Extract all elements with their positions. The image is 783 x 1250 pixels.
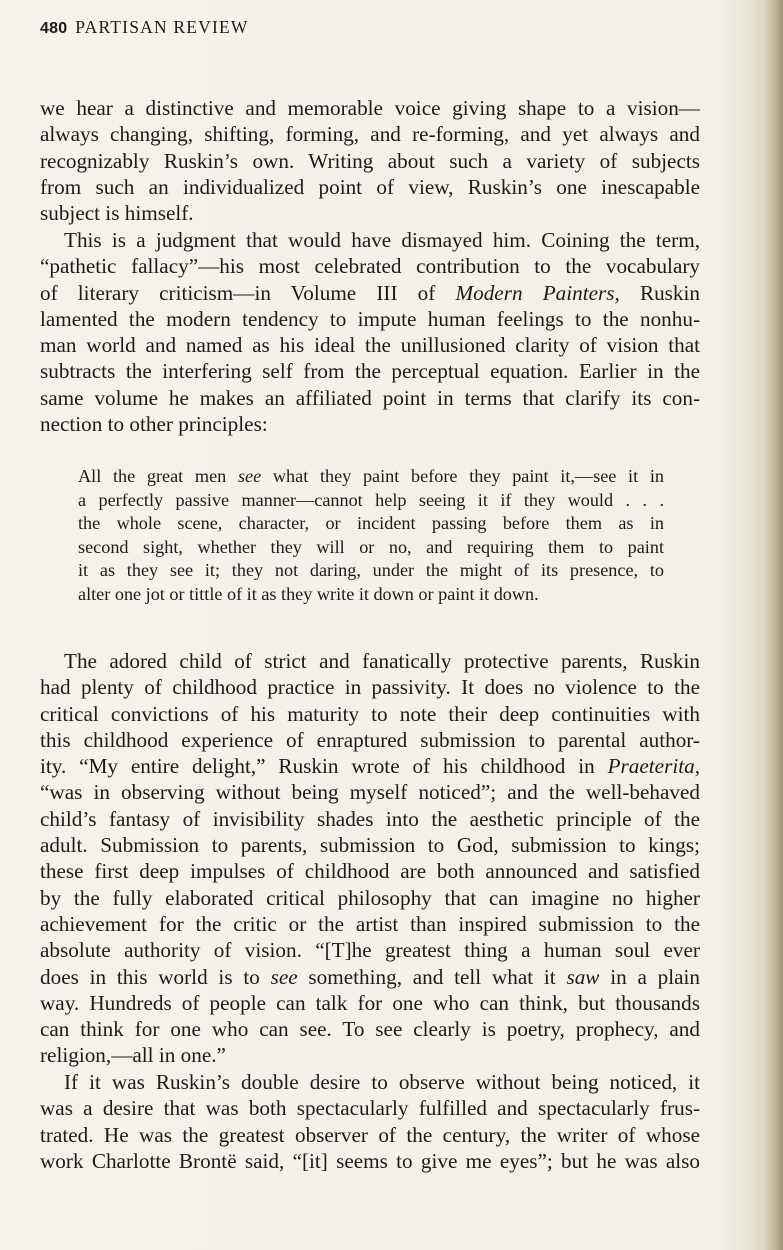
block-quote [78,465,664,607]
paragraph-3 [40,648,700,1069]
emphasis-saw: saw [566,964,600,989]
text-line: man world and named as his ideal the unillusioned clarity of vision that [40,333,700,358]
text-line: trated. He was the greatest observer of the century, the writer of whose [40,1122,700,1147]
text-line: can think for one who can see. To see clearly is poetry, prophecy, and [40,1017,700,1042]
text-line: from such an individualized point of view, Ruskin’s one inescapable [40,174,700,199]
paragraph-1 [40,95,700,226]
text-line: work Charlotte Brontë said, “[it] seems to give me eyes”; but he was also [40,1148,700,1173]
paragraph-4 [40,1069,700,1174]
text-line: critical convictions of his maturity to note their deep continuities with [40,701,700,726]
text-line: this childhood experience of enraptured submission to parental author- [40,727,700,752]
paragraph-2 [40,227,700,437]
text-run: what they paint before they paint it,—see it in [261,466,665,486]
text-line [40,964,700,990]
text-line: adult. Submission to parents, submission to God, submission to kings; [40,833,700,858]
book-title-praeterita: Praeterita [607,754,695,779]
text-run: something, and tell what it [297,964,567,989]
book-title-modern-painters: Modern Painters [455,280,615,305]
text-line: had plenty of childhood practice in passivity. It does no violence to the [40,675,700,700]
quote-line: second sight, whether they will or no, and requiring them to paint [78,536,664,557]
text-line: religion,—all in one.” [40,1043,226,1068]
text-run: , Ruskin [614,280,700,305]
text-line: The adored child of strict and fanatically protective parents, Ruskin [64,649,700,673]
text-run: of literary criticism—in Volume III of [40,280,456,305]
page-edge-shadow [765,0,783,1250]
quote-line [78,465,664,489]
journal-title: PARTISAN REVIEW [75,17,249,37]
text-line: If it was Ruskin’s double desire to observe without being noticed, it [64,1070,700,1094]
text-line: these first deep impulses of childhood are both announced and satisfied [40,859,700,884]
text-line: we hear a distinctive and memorable voice giving shape to a vision— [40,96,700,120]
running-head [40,17,249,38]
quote-line: the whole scene, character, or incident passing before them as in [78,513,664,534]
text-line [40,280,700,306]
text-line: by the fully elaborated critical philosophy that can imagine no higher [40,885,700,910]
page-number: 480 [40,20,68,37]
text-run: ity. “My entire delight,” Ruskin wrote of his childhood in [40,754,608,779]
text-line: subtracts the interfering self from the perceptual equation. Earlier in the [40,359,700,384]
text-run: All the great men [78,466,238,486]
quote-line: it as they see it; they not daring, under the might of its presence, to [78,560,664,581]
text-line: was a desire that was both spectacularly fulfilled and spectacularly frus- [40,1096,700,1121]
quote-line: a perfectly passive manner—cannot help seeing it if they would . . . [78,489,664,510]
text-run: does in this world is to [40,964,271,989]
quote-line: alter one jot or tittle of it as they write it down or paint it down. [78,583,539,604]
text-line: lamented the modern tendency to impute human feelings to the nonhu- [40,306,700,331]
text-line: subject is himself. [40,201,194,226]
text-line: “was in observing without being myself noticed”; and the well-behaved [40,780,700,805]
text-line: recognizably Ruskin’s own. Writing about such a variety of subjects [40,148,700,173]
text-line: achievement for the critic or the artist than inspired submission to the [40,911,700,936]
text-line [40,753,700,779]
text-run: in a plain [599,964,700,989]
text-line: nection to other principles: [40,412,268,437]
text-line: same volume he makes an affiliated point in terms that clarify its con- [40,385,700,410]
text-line: child’s fantasy of invisibility shades into the aesthetic principle of the [40,806,700,831]
text-run: , [694,754,700,779]
text-line: absolute authority of vision. “[T]he greatest thing a human soul ever [40,938,700,963]
text-line: This is a judgment that would have dismayed him. Coining the term, [64,228,700,252]
text-line: always changing, shifting, forming, and re-forming, and yet always and [40,122,700,147]
text-line: way. Hundreds of people can talk for one who can think, but thousands [40,990,700,1015]
emphasis-see: see [270,964,298,989]
text-line: “pathetic fallacy”—his most celebrated contribution to the vocabulary [40,254,700,279]
emphasis-see: see [237,466,262,486]
